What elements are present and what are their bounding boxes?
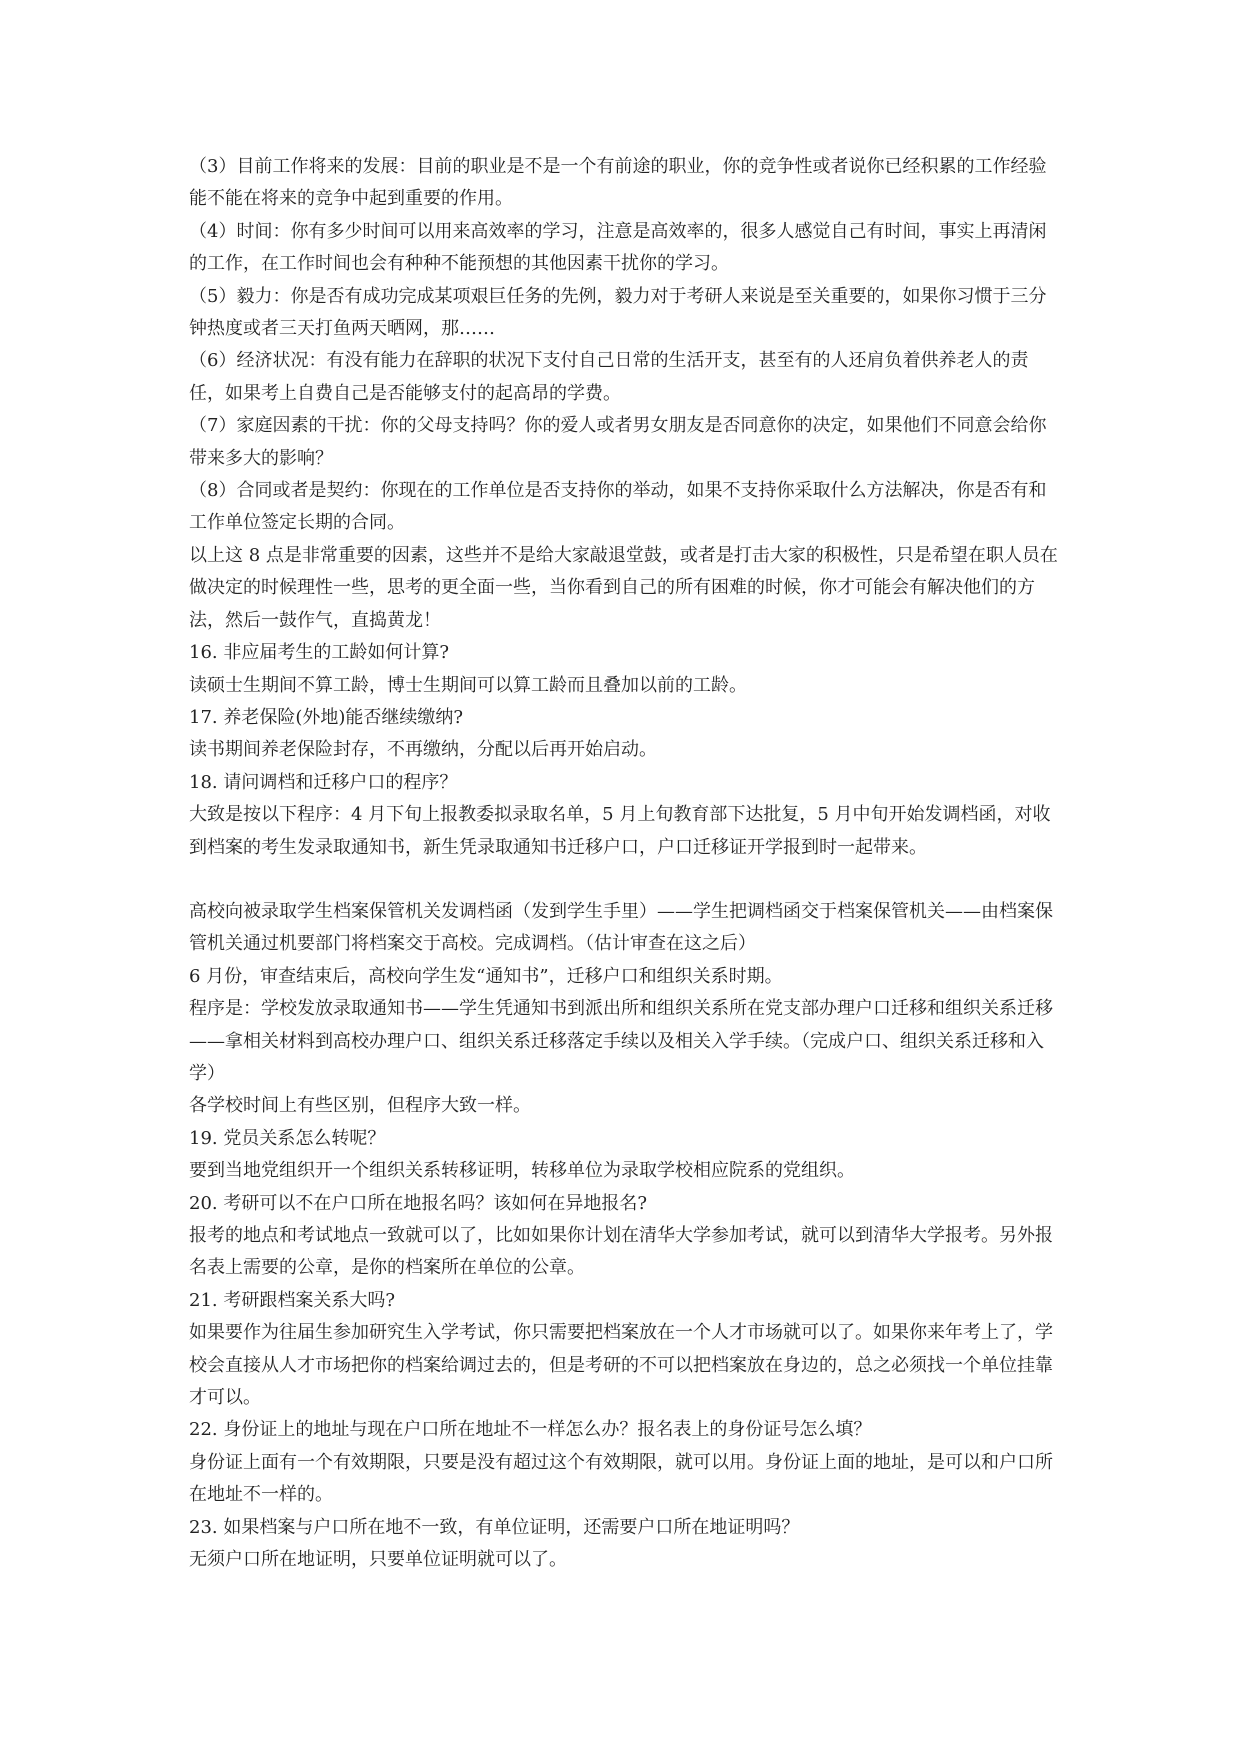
question-18: 18. 请问调档和迁移户口的程序？ [189,771,458,793]
paragraph-item-3: （3）目前工作将来的发展：目前的职业是不是一个有前途的职业，你的竞争性或者说你已经积累的工作经验能不能在将来的竞争中起到重要的作用。 [189,156,1047,210]
question-17: 17. 养老保险(外地)能否继续缴纳? [189,706,464,728]
paragraph-item-7: （7）家庭因素的干扰：你的父母支持吗？你的爱人或者男女朋友是否同意你的决定，如果他们不同意会给你带来多大的影响？ [189,415,1047,469]
answer-21: 如果要作为往届生参加研究生入学考试，你只需要把档案放在一个人才市场就可以了。如果你来年考上了，学校会直接从人才市场把你的档案给调过去的，但是考研的不可以把档案放在身边的，总之必须找一个单位挂靠才可以。 [189,1322,1053,1409]
procedure-june: 6 月份，审查结束后，高校向学生发“通知书”，迁移户口和组织关系时期。 [189,965,783,987]
question-22: 22. 身份证上的地址与现在户口所在地址不一样怎么办？报名表上的身份证号怎么填？ [189,1419,872,1441]
answer-17: 读书期间养老保险封存，不再缴纳，分配以后再开始启动。 [189,739,657,761]
blank-line [189,864,1059,896]
paragraph-item-6: （6）经济状况：有没有能力在辞职的状况下支付自己日常的生活开支，甚至有的人还肩负着供养老人的责任，如果考上自费自己是否能够支付的起高昂的学费。 [189,350,1029,404]
question-16: 16. 非应届考生的工龄如何计算? [189,642,449,664]
paragraph-item-5: （5）毅力：你是否有成功完成某项艰巨任务的先例，毅力对于考研人来说是至关重要的，如果你习惯于三分钟热度或者三天打鱼两天晒网，那…… [189,285,1047,340]
procedure-note: 各学校时间上有些区别，但程序大致一样。 [189,1095,531,1117]
answer-19: 要到当地党组织开一个组织关系转移证明，转移单位为录取学校相应院系的党组织。 [189,1160,855,1182]
answer-18: 大致是按以下程序：4 月下旬上报教委拟录取名单，5 月上旬教育部下达批复，5 月中旬开始发调档函，对收到档案的考生发录取通知书，新生凭录取通知书迁移户口，户口迁移证开学报到时一起带来。 [189,804,1051,858]
procedure-transfer-file: 高校向被录取学生档案保管机关发调档函（发到学生手里）——学生把调档函交于档案保管机关——由档案保管机关通过机要部门将档案交于高校。完成调档。（估计审查在这之后） [189,900,1053,955]
procedure-steps: 程序是：学校发放录取通知书——学生凭通知书到派出所和组织关系所在党支部办理户口迁移和组织关系迁移——拿相关材料到高校办理户口、组织关系迁移落定手续以及相关入学手续。（完成户口、组织关系迁移和入学） [189,998,1053,1084]
question-19: 19. 党员关系怎么转呢？ [189,1127,386,1149]
question-20: 20. 考研可以不在户口所在地报名吗？该如何在异地报名? [189,1192,647,1214]
answer-23: 无须户口所在地证明，只要单位证明就可以了。 [189,1549,567,1571]
question-21: 21. 考研跟档案关系大吗? [189,1289,395,1311]
answer-20: 报考的地点和考试地点一致就可以了，比如如果你计划在清华大学参加考试，就可以到清华大学报考。另外报名表上需要的公章，是你的档案所在单位的公章。 [189,1225,1053,1279]
answer-16: 读硕士生期间不算工龄，博士生期间可以算工龄而且叠加以前的工龄。 [189,674,747,696]
paragraph-summary: 以上这 8 点是非常重要的因素，这些并不是给大家敲退堂鼓，或者是打击大家的积极性，只是希望在职人员在做决定的时候理性一些，思考的更全面一些，当你看到自己的所有困难的时候，你才可能会有解决他们的方法，然后一鼓作气，直捣黄龙！ [189,544,1058,631]
paragraph-item-4: （4）时间：你有多少时间可以用来高效率的学习，注意是高效率的，很多人感觉自己有时间，事实上再清闲的工作，在工作时间也会有种种不能预想的其他因素干扰你的学习。 [189,220,1047,275]
paragraph-item-8: （8）合同或者是契约：你现在的工作单位是否支持你的举动，如果不支持你采取什么方法解决，你是否有和工作单位签定长期的合同。 [189,480,1047,534]
question-23: 23. 如果档案与户口所在地不一致，有单位证明，还需要户口所在地证明吗？ [189,1516,800,1538]
answer-22: 身份证上面有一个有效期限，只要是没有超过这个有效期限，就可以用。身份证上面的地址，是可以和户口所在地址不一样的。 [189,1451,1053,1506]
